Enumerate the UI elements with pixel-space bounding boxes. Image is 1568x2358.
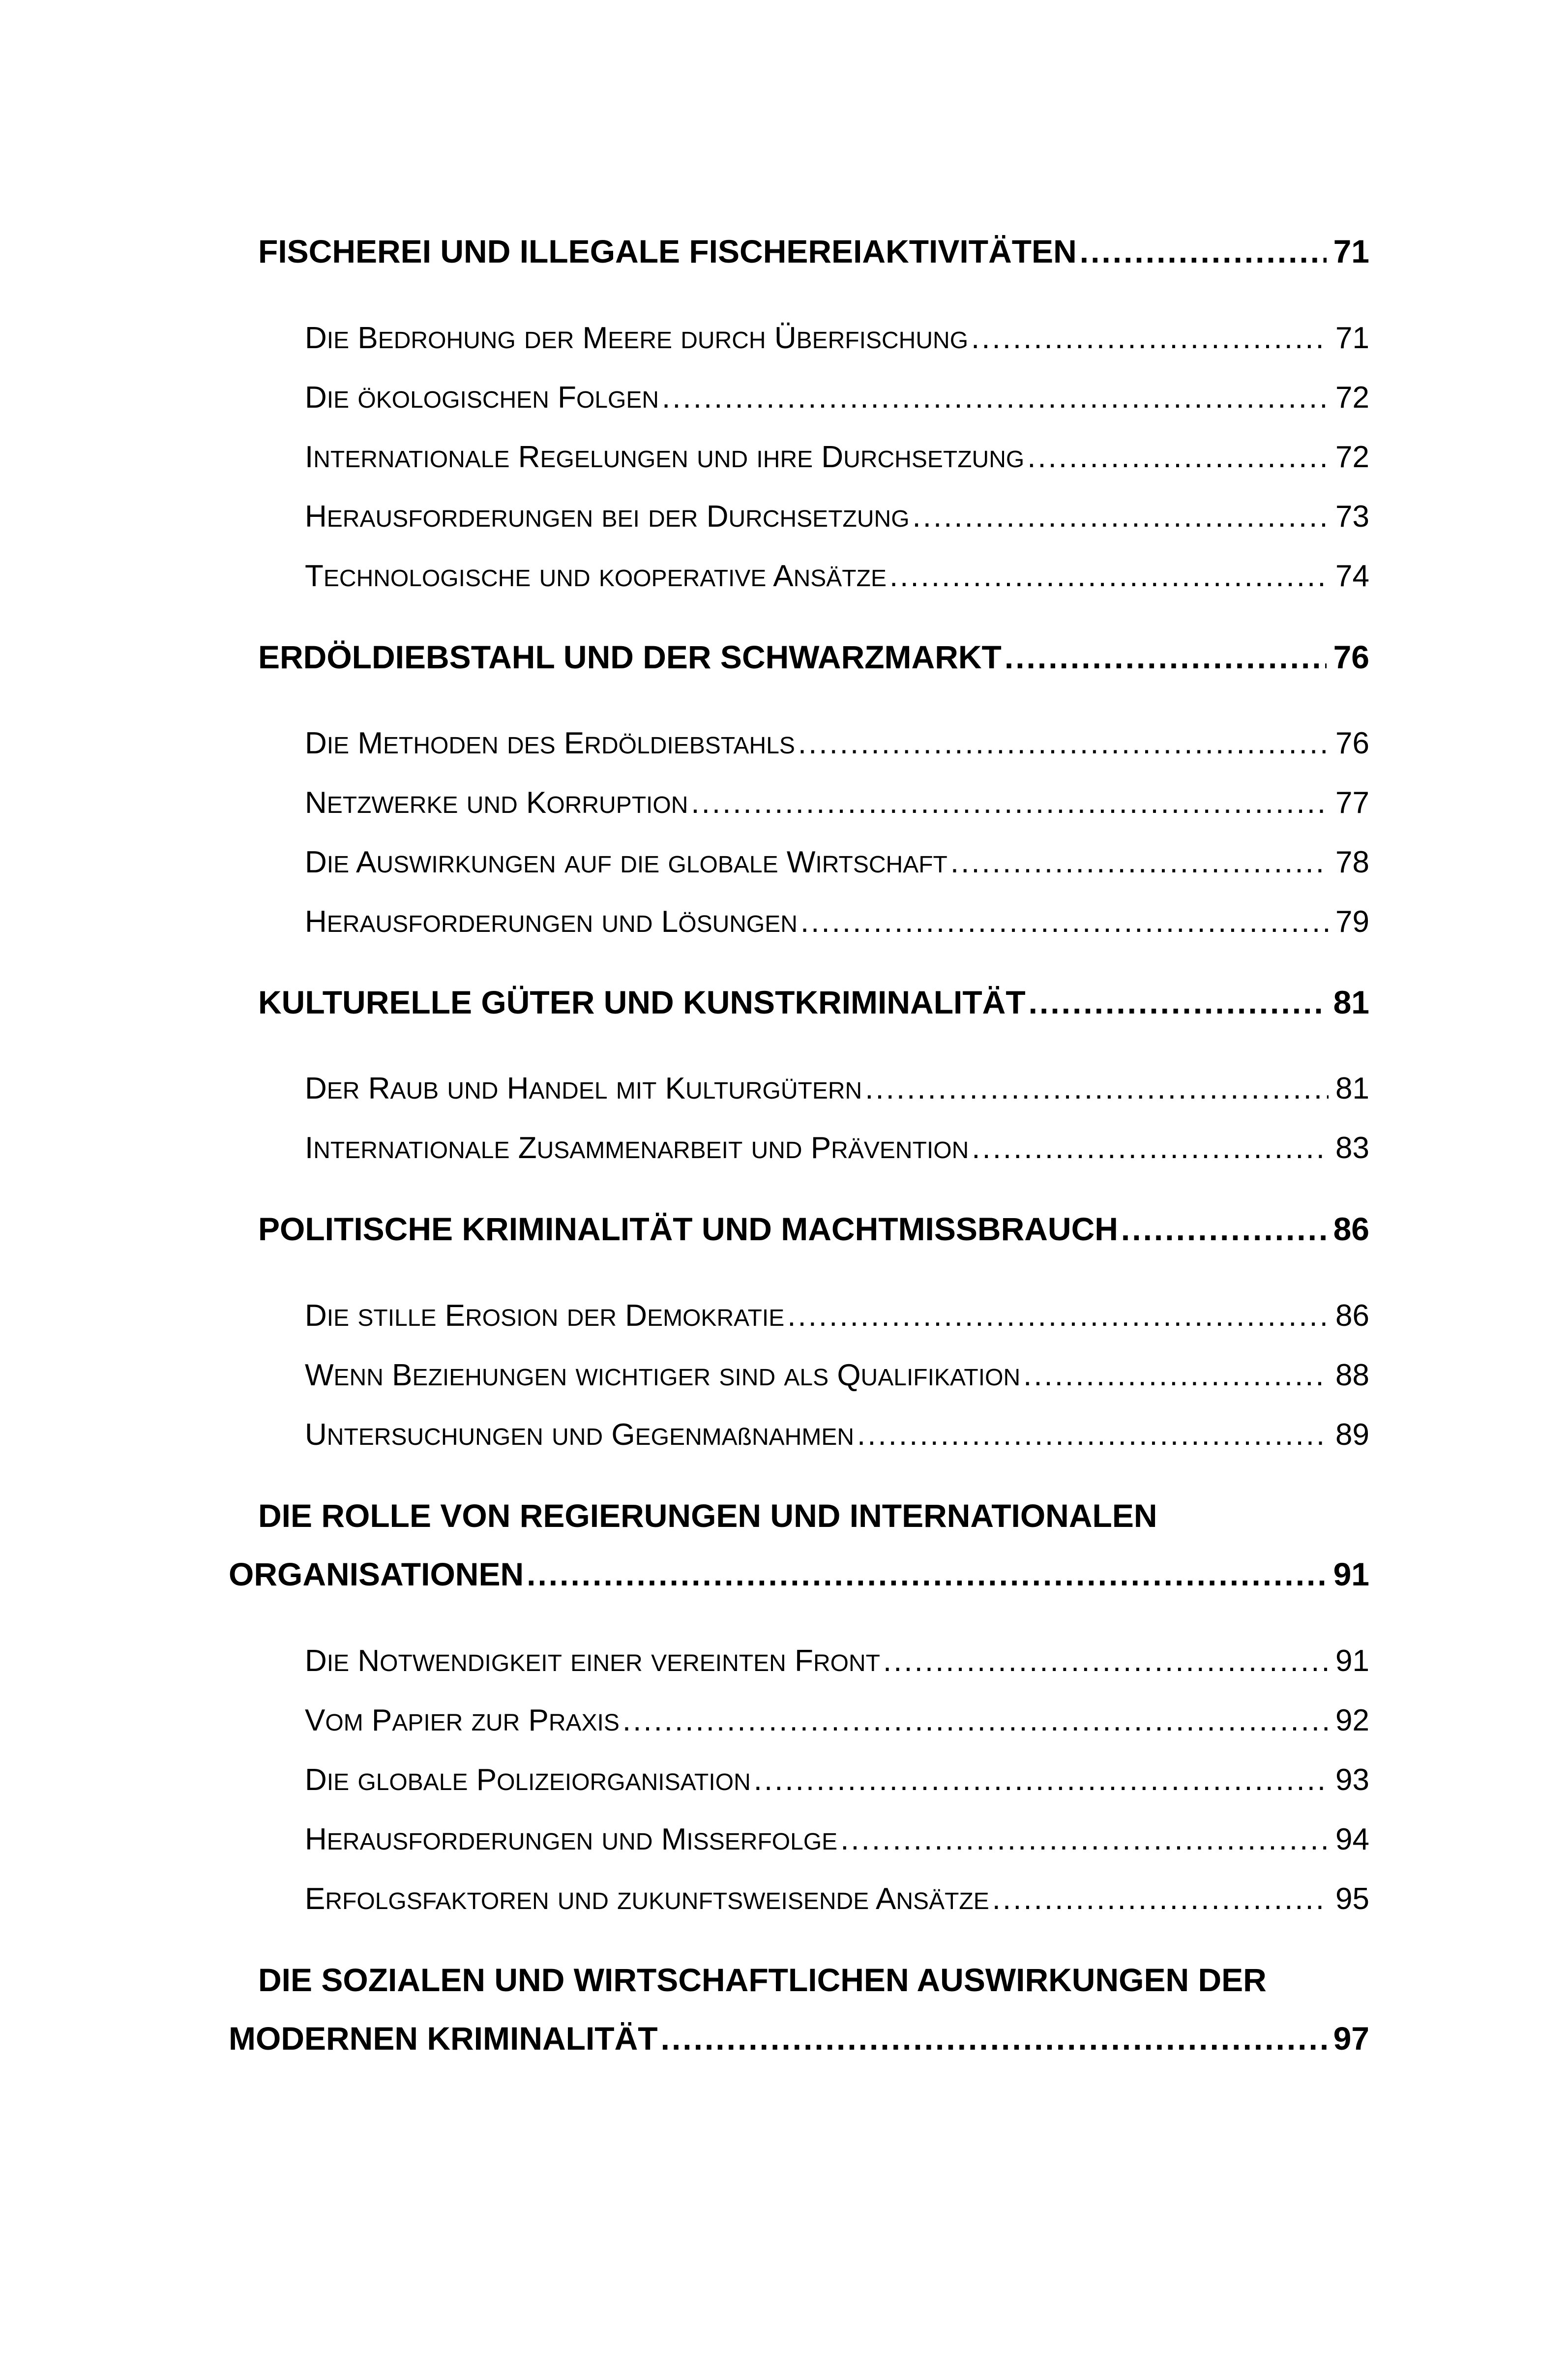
dot-leader [691,785,1329,820]
toc-section-title: POLITISCHE KRIMINALITÄT UND MACHTMISSBRAUCH [258,1211,1118,1247]
toc-subsection-title: DIE STILLE EROSION DER DEMOKRATIE [305,1299,785,1333]
toc-subsection-title: DER RAUB UND HANDEL MIT KULTURGÜTERN [305,1072,862,1105]
dot-leader [950,845,1329,880]
toc-page-number: 89 [1335,1418,1369,1452]
dot-leader [1005,638,1327,676]
toc-subsection-entry [305,1131,1369,1165]
toc-subsection-entry [305,1358,1369,1393]
toc-section-title: ERDÖLDIEBSTAHL UND DER SCHWARZMARKT [258,639,1002,675]
toc-page-number: 71 [1333,233,1369,269]
dot-leader [527,1555,1326,1593]
toc-subsection-title: INTERNATIONALE ZUSAMMENARBEIT UND PRÄVENTION [305,1131,969,1165]
toc-subsection-entry [305,1703,1369,1738]
toc-section-title: FISCHEREI UND ILLEGALE FISCHEREIAKTIVITÄTEN [258,233,1077,269]
toc-section-entry [258,1210,1369,1248]
dot-leader [840,1822,1329,1857]
dot-leader [865,1071,1329,1106]
toc-subsection-title: DIE ÖKOLOGISCHEN FOLGEN [305,381,659,415]
toc-subsection-entry [305,499,1369,534]
dot-leader [1121,1210,1327,1248]
toc-subsection-title: NETZWERKE UND KORRUPTION [305,786,688,820]
toc-subsection-title: DIE NOTWENDIGKEIT EINER VEREINTEN FRONT [305,1644,880,1678]
toc-subsection-entry [305,1881,1369,1916]
dot-leader [972,1131,1329,1165]
toc-subsection-entry [305,845,1369,880]
toc-subsection-title: DIE AUSWIRKUNGEN AUF DIE GLOBALE WIRTSCHAFT [305,845,947,879]
toc-subsection-title: INTERNATIONALE REGELUNGEN UND IHRE DURCHSETZUNG [305,440,1025,474]
toc-subsection-title: VOM PAPIER ZUR PRAXIS [305,1703,620,1737]
dot-leader [992,1881,1329,1916]
toc-page-number: 88 [1335,1358,1369,1392]
toc-section-entry [229,2020,1369,2057]
toc-page-number: 95 [1335,1882,1369,1916]
toc-subsection-entry [305,559,1369,594]
dot-leader [754,1762,1329,1797]
dot-leader [883,1643,1329,1678]
toc-subsection-entry [305,1071,1369,1106]
toc-subsection-entry [305,1822,1369,1857]
toc-subsection-title: HERAUSFORDERUNGEN BEI DER DURCHSETZUNG [305,500,910,534]
dot-leader [622,1703,1329,1738]
toc-page-number: 92 [1335,1703,1369,1737]
toc-subsection-entry [305,726,1369,761]
toc-subsection-title: HERAUSFORDERUNGEN UND LÖSUNGEN [305,905,798,939]
dot-leader [1023,1358,1329,1393]
toc-section-title: KULTURELLE GÜTER UND KUNSTKRIMINALITÄT [258,984,1026,1020]
toc-subsection-entry [305,1762,1369,1797]
dot-leader [889,559,1329,594]
toc-page-number: 72 [1335,381,1369,415]
toc-subsection-title: WENN BEZIEHUNGEN WICHTIGER SIND ALS QUALIFIKATION [305,1358,1021,1392]
toc-subsection-title: TECHNOLOGISCHE UND KOOPERATIVE ANSÄTZE [305,559,887,593]
toc-section-title-line1: DIE ROLLE VON REGIERUNGEN UND INTERNATIONALEN [258,1497,1157,1534]
toc-section-title-line1: DIE SOZIALEN UND WIRTSCHAFTLICHEN AUSWIRKUNGEN DER [258,1962,1267,1998]
dot-leader [913,499,1329,534]
toc-subsection-entry [305,321,1369,356]
toc-subsection-title: HERAUSFORDERUNGEN UND MISSERFOLGE [305,1822,838,1856]
toc-subsection-title: DIE BEDROHUNG DER MEERE DURCH ÜBERFISCHUNG [305,321,969,355]
toc-page-number: 71 [1335,321,1369,355]
toc-page-number: 78 [1335,845,1369,879]
toc-page-number: 76 [1335,726,1369,760]
toc-subsection-title: DIE METHODEN DES ERDÖLDIEBSTAHLS [305,726,795,760]
toc-section-entry [258,638,1369,676]
toc-subsection-entry [305,1417,1369,1452]
toc-page-number: 97 [1333,2020,1369,2057]
toc-section-title-line2: MODERNEN KRIMINALITÄT [229,2020,658,2057]
dot-leader [1029,984,1327,1021]
toc-page-number: 73 [1335,500,1369,534]
toc-page-number: 91 [1333,1556,1369,1592]
toc-page-number: 86 [1335,1299,1369,1333]
toc-page-number: 83 [1335,1131,1369,1165]
dot-leader [1080,233,1327,270]
toc-page-number: 79 [1335,905,1369,939]
toc-page-number: 81 [1333,984,1369,1020]
toc-section-entry [258,984,1369,1021]
dot-leader [1027,440,1329,475]
toc-subsection-entry [305,1643,1369,1678]
toc-subsection-title: ERFOLGSFAKTOREN UND ZUKUNFTSWEISENDE ANSÄTZE [305,1882,989,1916]
dot-leader [971,321,1329,356]
dot-leader [787,1298,1329,1333]
toc-subsection-title: UNTERSUCHUNGEN UND GEGENMAßNAHMEN [305,1418,854,1452]
toc-subsection-title: DIE GLOBALE POLIZEIORGANISATION [305,1763,751,1797]
toc-page-number: 86 [1333,1211,1369,1247]
dot-leader [800,904,1329,939]
toc-page-number: 94 [1335,1822,1369,1856]
dot-leader [661,2020,1327,2057]
toc-page-number: 93 [1335,1763,1369,1797]
toc-page-number: 81 [1335,1072,1369,1105]
dot-leader [662,380,1329,415]
toc-subsection-entry [305,1298,1369,1333]
toc-subsection-entry [305,904,1369,939]
dot-leader [798,726,1329,761]
toc-page-number: 72 [1335,440,1369,474]
toc-subsection-entry [305,785,1369,820]
toc-page-number: 74 [1335,559,1369,593]
toc-subsection-entry [305,380,1369,415]
toc-section-entry [258,233,1369,270]
toc-section-title-line2: ORGANISATIONEN [229,1556,524,1592]
toc-section-entry [229,1555,1369,1593]
toc-page-number: 77 [1335,786,1369,820]
toc-page-number: 76 [1333,639,1369,675]
dot-leader [857,1417,1329,1452]
toc-page-number: 91 [1335,1644,1369,1678]
toc-subsection-entry [305,440,1369,475]
